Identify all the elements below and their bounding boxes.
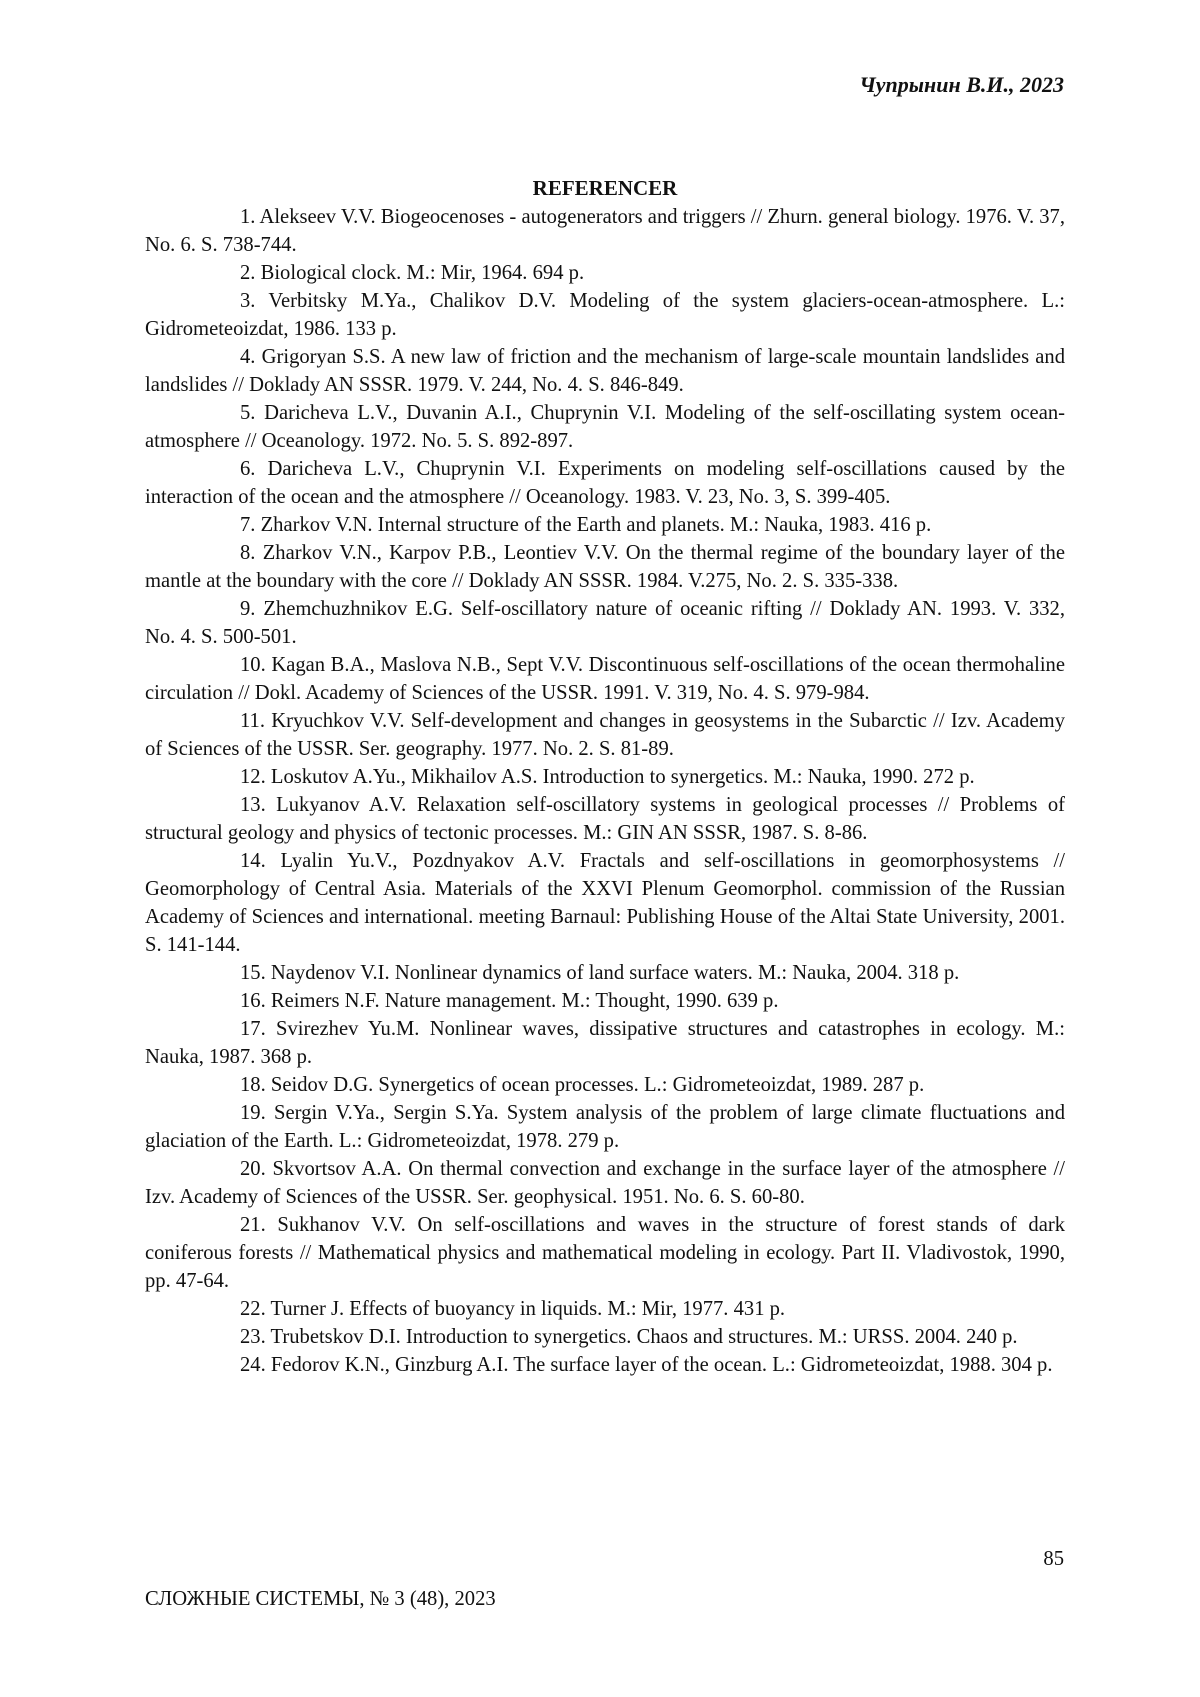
reference-item: 5. Daricheva L.V., Duvanin A.I., Chuprynin V.I. Modeling of the self-oscillating system ocean-atmosphere // Oceanology. 1972. No. 5. S. 892-897. (145, 399, 1065, 455)
reference-item: 6. Daricheva L.V., Chuprynin V.I. Experiments on modeling self-oscillations caused by the interaction of the ocean and the atmosphere // Oceanology. 1983. V. 23, No. 3, S. 399-405. (145, 455, 1065, 511)
document-page (0, 0, 1200, 1697)
reference-item: 7. Zharkov V.N. Internal structure of the Earth and planets. M.: Nauka, 1983. 416 p. (145, 511, 1065, 539)
reference-item: 20. Skvortsov A.A. On thermal convection and exchange in the surface layer of the atmosphere // Izv. Academy of Sciences of the USSR. Ser. geophysical. 1951. No. 6. S. 60-80. (145, 1155, 1065, 1211)
reference-item: 3. Verbitsky M.Ya., Chalikov D.V. Modeling of the system glaciers-ocean-atmosphere. L.: Gidrometeoizdat, 1986. 133 p. (145, 287, 1065, 343)
reference-item: 19. Sergin V.Ya., Sergin S.Ya. System analysis of the problem of large climate fluctuations and glaciation of the Earth. L.: Gidrometeoizdat, 1978. 279 p. (145, 1099, 1065, 1155)
journal-footer: СЛОЖНЫЕ СИСТЕМЫ, № 3 (48), 2023 (145, 1588, 496, 1611)
reference-item: 9. Zhemchuzhnikov E.G. Self-oscillatory nature of oceanic rifting // Doklady AN. 1993. V. 332, No. 4. S. 500-501. (145, 595, 1065, 651)
reference-item: 10. Kagan B.A., Maslova N.B., Sept V.V. Discontinuous self-oscillations of the ocean thermohaline circulation // Dokl. Academy of Sciences of the USSR. 1991. V. 319, No. 4. S. 979-984. (145, 651, 1065, 707)
reference-item: 21. Sukhanov V.V. On self-oscillations and waves in the structure of forest stands of dark coniferous forests // Mathematical physics and mathematical modeling in ecology. Part II. Vladivostok, 1990, pp. 47-64. (145, 1211, 1065, 1295)
section-title: REFERENCER (145, 174, 1065, 202)
reference-item: 22. Turner J. Effects of buoyancy in liquids. M.: Mir, 1977. 431 p. (145, 1295, 1065, 1323)
reference-list (145, 203, 1065, 1379)
page-number: 85 (1043, 1548, 1064, 1571)
reference-item: 1. Alekseev V.V. Biogeocenoses - autogenerators and triggers // Zhurn. general biology. 1976. V. 37, No. 6. S. 738-744. (145, 203, 1065, 259)
reference-item: 18. Seidov D.G. Synergetics of ocean processes. L.: Gidrometeoizdat, 1989. 287 p. (145, 1071, 1065, 1099)
reference-item: 14. Lyalin Yu.V., Pozdnyakov A.V. Fractals and self-oscillations in geomorphosystems // Geomorphology of Central Asia. Materials of the XXVI Plenum Geomorphol. commission of the Russian Academy of Sciences and international. meeting Barnaul: Publishing House of the Altai State University, 2001. S. 141-144. (145, 847, 1065, 959)
reference-item: 24. Fedorov K.N., Ginzburg A.I. The surface layer of the ocean. L.: Gidrometeoizdat, 1988. 304 p. (145, 1351, 1065, 1379)
reference-item: 11. Kryuchkov V.V. Self-development and changes in geosystems in the Subarctic // Izv. Academy of Sciences of the USSR. Ser. geography. 1977. No. 2. S. 81-89. (145, 707, 1065, 763)
reference-item: 15. Naydenov V.I. Nonlinear dynamics of land surface waters. M.: Nauka, 2004. 318 p. (145, 959, 1065, 987)
reference-item: 8. Zharkov V.N., Karpov P.B., Leontiev V.V. On the thermal regime of the boundary layer of the mantle at the boundary with the core // Doklady AN SSSR. 1984. V.275, No. 2. S. 335-338. (145, 539, 1065, 595)
reference-item: 16. Reimers N.F. Nature management. M.: Thought, 1990. 639 p. (145, 987, 1065, 1015)
running-head: Чупрынин В.И., 2023 (859, 72, 1064, 98)
reference-item: 2. Biological clock. M.: Mir, 1964. 694 p. (145, 259, 1065, 287)
reference-item: 13. Lukyanov A.V. Relaxation self-oscillatory systems in geological processes // Problems of structural geology and physics of tectonic processes. M.: GIN AN SSSR, 1987. S. 8-86. (145, 791, 1065, 847)
reference-item: 17. Svirezhev Yu.M. Nonlinear waves, dissipative structures and catastrophes in ecology. M.: Nauka, 1987. 368 p. (145, 1015, 1065, 1071)
reference-item: 12. Loskutov A.Yu., Mikhailov A.S. Introduction to synergetics. M.: Nauka, 1990. 272 p. (145, 763, 1065, 791)
reference-item: 23. Trubetskov D.I. Introduction to synergetics. Chaos and structures. M.: URSS. 2004. 240 p. (145, 1323, 1065, 1351)
reference-item: 4. Grigoryan S.S. A new law of friction and the mechanism of large-scale mountain landslides and landslides // Doklady AN SSSR. 1979. V. 244, No. 4. S. 846-849. (145, 343, 1065, 399)
